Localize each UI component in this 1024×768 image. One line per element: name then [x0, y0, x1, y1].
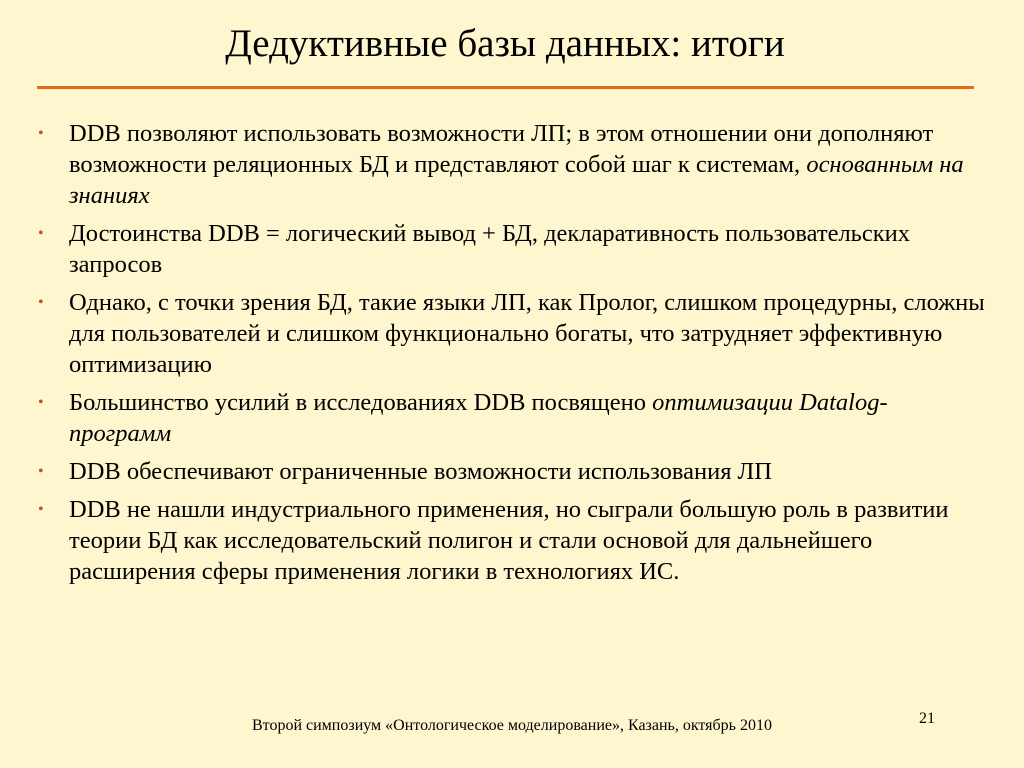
bullet-item [38, 494, 988, 587]
bullet-dot-icon: • [38, 394, 44, 411]
bullet-text: Достоинства DDB = логический вывод + БД, декларативность пользовательских запросов [69, 220, 910, 278]
bullet-dot-icon: • [38, 125, 44, 142]
bullet-dot-icon: • [38, 463, 44, 480]
bullet-item [38, 456, 988, 487]
page-number: 21 [919, 710, 935, 727]
bullet-text: DDB позволяют использовать возможности ЛП; в этом отношении они дополняют возможности реляционных БД и представляют собой шаг к системам, [69, 120, 934, 178]
bullet-dot-icon: • [38, 225, 44, 242]
bullet-item [38, 118, 988, 211]
slide-footer: Второй симпозиум «Онтологическое моделирование», Казань, октябрь 2010 [252, 717, 772, 734]
bullet-item [38, 287, 988, 380]
bullet-text: DDB обеспечивают ограниченные возможности использования ЛП [69, 458, 772, 485]
bullet-text-italic: основанным на знаниях [69, 151, 964, 209]
bullet-text: Однако, с точки зрения БД, такие языки ЛП, как Пролог, слишком процедурны, сложны для пользователей и слишком функционально богаты, что затрудняет эффективную оптимизацию [69, 289, 985, 378]
slide-title: Дедуктивные базы данных: итоги [225, 22, 785, 65]
bullet-item [38, 387, 988, 449]
bullet-text: DDB не нашли индустриального применения, но сыграли большую роль в развитии теории БД как исследовательский полигон и стали основой для дальнейшего расширения сферы применения логики в технологиях ИС. [69, 496, 949, 585]
bullet-list [38, 118, 988, 594]
bullet-item [38, 218, 988, 280]
bullet-text-italic: оптимизации Datalog-программ [69, 389, 888, 447]
bullet-dot-icon: • [38, 501, 44, 518]
bullet-text: Большинство усилий в исследованиях DDB посвящено [69, 389, 653, 416]
bullet-dot-icon: • [38, 294, 44, 311]
title-divider [37, 86, 974, 89]
